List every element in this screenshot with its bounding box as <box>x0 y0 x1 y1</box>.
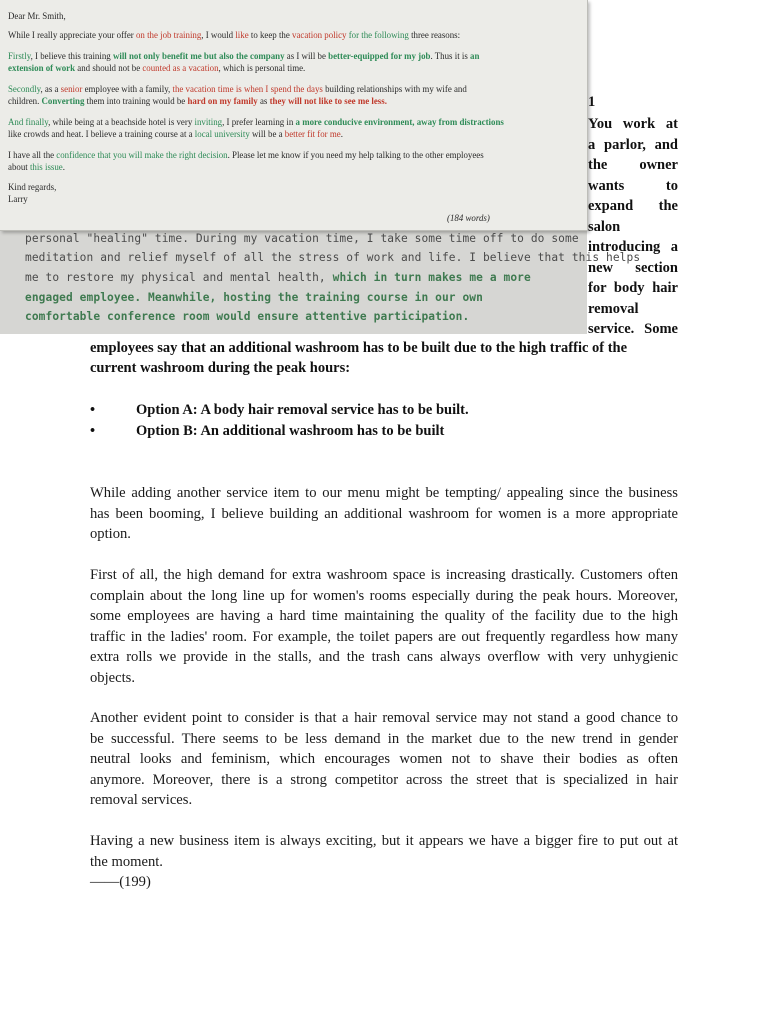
essay-paragraph-2: First of all, the high demand for extra washroom space is increasing drastically. Customers often complain about the long line up for women's rooms especially during the peak hours. Moreover, some employees are having a hard time maintaining the quality of the facility due to the high traffic in the ladies' room. For example, the toilet papers are out frequently regardless how many extra rolls we provide in the stalls, and the trash cans always overflow with very unhygienic objects. <box>90 567 678 686</box>
task-prompt-line: expand the <box>588 198 678 214</box>
back-image-line: engaged employee. Meanwhile, hosting the training course in our own <box>25 291 483 304</box>
task-prompt-line: service. Some <box>588 321 678 337</box>
task-prompt-line: the owner <box>588 157 678 173</box>
email-greeting: Dear Mr. Smith, <box>8 11 66 21</box>
task-prompt-line: introducing a <box>588 239 678 255</box>
email-paragraph-4-line-1: And finally, while being at a beachside hotel is very inviting, I prefer learning in a more conducive environment, away from distractions <box>8 117 504 127</box>
task-prompt-line: a parlor, and <box>588 136 678 153</box>
back-image-line: meditation and relief myself of all the stress of work and life. I believe that this helps <box>25 251 641 264</box>
task-number: 1 <box>588 94 596 110</box>
email-word-count: (184 words) <box>447 213 490 223</box>
email-signature: Larry <box>8 194 28 204</box>
back-image-line: personal "healing" time. During my vacation time, I take some time off to do some <box>25 232 579 245</box>
email-paragraph-2-line-2: extension of work and should not be counted as a vacation, which is personal time. <box>8 63 306 73</box>
task-prompt-right-column <box>588 114 678 340</box>
email-paragraph-1: While I really appreciate your offer on the job training, I would like to keep the vacation policy for the following three reasons: <box>8 30 461 40</box>
email-paragraph-3-line-1: Secondly, as a senior employee with a family, the vacation time is when I spend the days building relationships with my wife and <box>8 84 467 94</box>
task-prompt-line: removal <box>588 300 639 317</box>
task-prompt-line: wants to <box>588 177 678 194</box>
email-paragraph-5-line-2: about this issue. <box>8 162 65 172</box>
email-paragraph-5-line-1: I have all the confidence that you will make the right decision. Please let me know if you need my help talking to the other employees <box>8 150 484 160</box>
option-a <box>90 402 469 419</box>
task-prompt-line: current washroom during the peak hours: <box>90 360 351 376</box>
option-b-text: Option B: An additional washroom has to be built <box>136 423 445 439</box>
email-paragraph-2-line-1: Firstly, I believe this training will not only benefit me but also the company as I will be better-equipped for my job. Thus it is an <box>8 51 480 61</box>
task-prompt-line: for body hair <box>588 280 678 296</box>
task-prompt-line: new section <box>588 259 678 276</box>
back-image-line: comfortable conference room would ensure attentive participation. <box>25 310 470 323</box>
task-prompt-line: employees say that an additional washroom has to be built due to the high traffic of the <box>90 340 628 356</box>
essay-paragraph-4: Having a new business item is always exciting, but it appears we have a bigger fire to put out at the moment. ——(199) <box>90 831 678 893</box>
option-a-text: Option A: A body hair removal service has to be built. <box>136 402 469 418</box>
email-paragraph-4-line-2: like crowds and heat. I believe a training course at a local university will be a better fit for me. <box>8 129 343 139</box>
task-prompt-line: You work at <box>588 116 678 132</box>
option-b <box>90 423 444 440</box>
bullet-icon: • <box>90 423 96 439</box>
essay-word-count: ——(199) <box>90 874 151 891</box>
email-paragraph-3-line-2: children. Converting them into training would be hard on my family as they will not like to see me less. <box>8 96 387 106</box>
bullet-icon: • <box>90 402 96 418</box>
essay-paragraph-1: While adding another service item to our menu might be tempting/ appealing since the business has been booming, I believe building an additional washroom for women is a more appropriate option. <box>90 485 678 543</box>
back-image-line: me to restore my physical and mental health, which in turn makes me a more <box>25 271 531 284</box>
essay-paragraph-3: Another evident point to consider is that a hair removal service may not stand a good chance to be successful. There seems to be less demand in the market due to the new trend in gender neutral looks and feminism, which encourages women not to shave their bodies as often anymore. Moreover, there is a strong competitor across the street that is specialized in hair removal services. <box>90 710 678 809</box>
email-screenshot-image <box>0 0 588 231</box>
task-prompt-line: salon <box>588 218 621 235</box>
email-closing: Kind regards, <box>8 182 57 192</box>
